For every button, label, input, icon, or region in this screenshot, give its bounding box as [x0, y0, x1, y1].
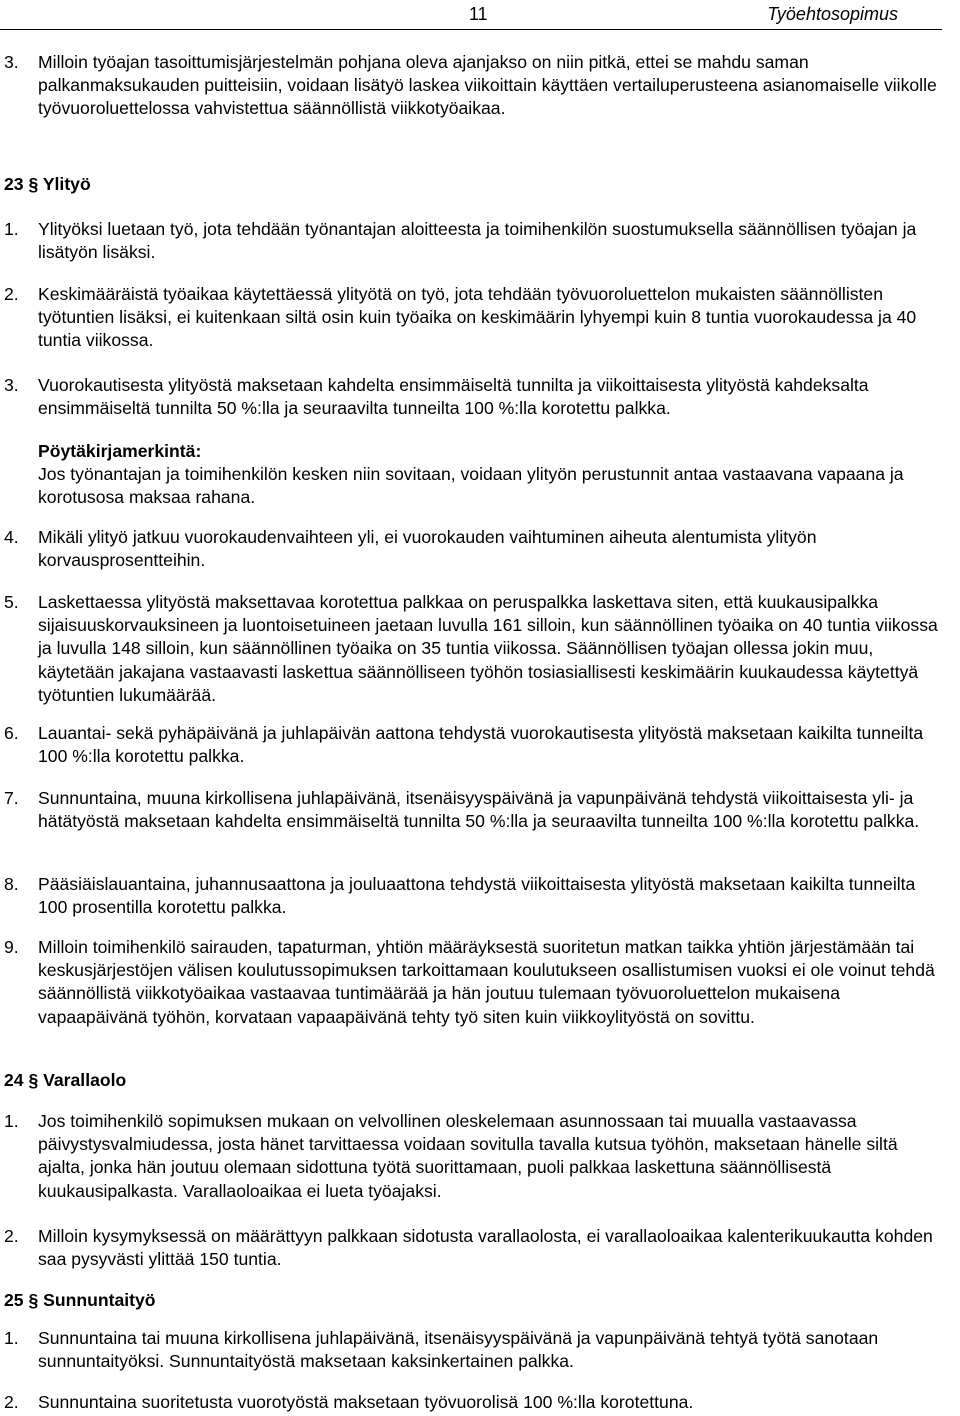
item-number: 5.	[4, 592, 19, 612]
list-item	[0, 283, 948, 353]
section-heading: 25 § Sunnuntaityö	[4, 1290, 156, 1310]
protocol-note-text: Jos työnantajan ja toimihenkilön kesken niin sovitaan, voidaan ylityön perustunnit antaa vastaavana vapaana ja korotusosa maksaa rahana.	[38, 464, 904, 508]
item-number: 8.	[4, 874, 19, 894]
item-text: Jos toimihenkilö sopimuksen mukaan on velvollinen oleskelemaan asunnossaan tai muualla vastaavassa päivystysvalmiudessa, josta hänet tarvittaessa voidaan sovitulla tavalla kutsua työhön, maksetaan hänelle siltä ajalta, jonka hän joutuu olemaan sidottuna työtä suorittamaan, puoli palkkaa laskettuna säännöllisestä kuukausipalkasta. Varallaoloaikaa ei lueta työajaksi.	[38, 1111, 898, 1201]
item-text: Sunnuntaina tai muuna kirkollisena juhlapäivänä, itsenäisyyspäivänä ja vapunpäivänä tehtyä työtä sanotaan sunnuntaityöksi. Sunnuntaityöstä maksetaan kaksinkertainen palkka.	[38, 1328, 879, 1372]
list-item	[0, 936, 948, 1029]
list-item	[0, 526, 948, 572]
item-number: 1.	[4, 1111, 19, 1131]
item-text: Ylityöksi luetaan työ, jota tehdään työnantajan aloitteesta ja toimihenkilön suostumuksella säännöllisen työajan ja lisätyön lisäksi.	[38, 219, 917, 263]
item-number: 7.	[4, 788, 19, 808]
protocol-note-label: Pöytäkirjamerkintä:	[38, 441, 202, 461]
item-number: 4.	[4, 527, 19, 547]
document-title: Työehtosopimus	[767, 4, 898, 24]
list-item	[0, 787, 948, 833]
list-item	[0, 374, 948, 420]
list-item	[0, 1110, 948, 1203]
item-text: Milloin toimihenkilö sairauden, tapaturman, yhtiön määräyksestä suoritetun matkan taikka yhtiön järjestämään tai keskusjärjestöjen välisen koulutussopimuksen tarkoittamaan koulutukseen osallistumisen vuoksi ei ole voinut tehdä säännöllistä viikkotyöaikaa vastaavaa tuntimäärää ja hän joutuu tulemaan työvuoroluettelon mukaisena vapaapäivänä työhön, korvataan vapaapäivänä tehty työ siten kuin viikkoylityöstä on sovittu.	[38, 937, 935, 1027]
page-number: 11	[469, 4, 488, 24]
list-item	[0, 1225, 948, 1271]
header-rule	[0, 29, 942, 30]
item-text: Laskettaessa ylityöstä maksettavaa korotettua palkkaa on peruspalkka laskettava siten, että kuukausipalkka sijaisuuskorvauksineen ja luontoisetuineen jaetaan luvulla 161 silloin, kun säännöllinen työaika on 40 tuntia viikossa ja luvulla 148 silloin, kun säännöllinen työaika on 35 tuntia viikossa. Säännöllisen työajan ollessa jokin muu, käytetään jakajana vastaavasti laskettua säännölliseen työhön tosiasiallisesti keskimäärin kuukaudessa käytettyä työtuntien lukumäärää.	[38, 592, 938, 705]
item-text: Milloin kysymyksessä on määrättyyn palkkaan sidotusta varallaolosta, ei varallaoloaikaa kalenterikuukautta kohden saa pysyvästi ylittää 150 tuntia.	[38, 1226, 933, 1270]
item-text: Vuorokautisesta ylityöstä maksetaan kahdelta ensimmäiseltä tunnilta ja viikoittaisesta ylityöstä kahdeksalta ensimmäiseltä tunnilta 50 %:lla ja seuraavilta tunneilta 100 %:lla korotettu palkka.	[38, 375, 869, 419]
item-number: 3.	[4, 375, 19, 395]
item-text: Sunnuntaina suoritetusta vuorotyöstä maksetaan työvuorolisä 100 %:lla korotettuna.	[38, 1392, 694, 1412]
item-text: Lauantai- sekä pyhäpäivänä ja juhlapäivän aattona tehdystä vuorokautisesta ylityöstä maksetaan kaikilta tunneilta 100 %:lla korotettu palkka.	[38, 723, 924, 767]
item-number: 3.	[4, 52, 19, 72]
item-number: 2.	[4, 284, 19, 304]
item-number: 2.	[4, 1226, 19, 1246]
list-item	[0, 591, 948, 707]
item-text: Pääsiäislauantaina, juhannusaattona ja jouluaattona tehdystä viikoittaisesta ylityöstä maksetaan kaikilta tunneilta 100 prosentilla korotettu palkka.	[38, 874, 916, 918]
item-number: 1.	[4, 219, 19, 239]
section-heading: 24 § Varallaolo	[4, 1070, 127, 1090]
page-header	[0, 0, 960, 30]
list-item	[0, 722, 948, 768]
section-heading: 23 § Ylityö	[4, 174, 91, 194]
list-item	[0, 51, 948, 121]
item-number: 6.	[4, 723, 19, 743]
list-item	[0, 218, 948, 264]
protocol-note	[0, 440, 960, 510]
item-text: Mikäli ylityö jatkuu vuorokaudenvaihteen yli, ei vuorokauden vaihtuminen aiheuta alentumista ylityön korvausprosentteihin.	[38, 527, 817, 571]
list-item	[0, 873, 948, 919]
item-number: 2.	[4, 1392, 19, 1412]
item-number: 9.	[4, 937, 19, 957]
list-item	[0, 1327, 948, 1373]
item-number: 1.	[4, 1328, 19, 1348]
item-text: Keskimääräistä työaikaa käytettäessä ylityötä on työ, jota tehdään työvuoroluettelon mukaisten säännöllisten työtuntien lisäksi, ei kuitenkaan siltä osin kuin työaika on keskimäärin lyhyempi kuin 8 tuntia vuorokaudessa ja 40 tuntia viikossa.	[38, 284, 917, 351]
item-text: Milloin työajan tasoittumisjärjestelmän pohjana oleva ajanjakso on niin pitkä, ettei se mahdu saman palkanmaksukauden puitteisiin, voidaan lisätyö laskea viikoittain käyttäen vertailuperusteena asianomaiselle viikolle työvuoroluettelossa vahvistettua säännöllistä viikkotyöaikaa.	[38, 52, 937, 119]
list-item	[0, 1391, 948, 1414]
item-text: Sunnuntaina, muuna kirkollisena juhlapäivänä, itsenäisyyspäivänä ja vapunpäivänä tehdystä viikoittaisesta yli- ja hätätyöstä maksetaan kahdelta ensimmäiseltä tunnilta 50 %:lla ja seuraavilta tunneilta 100 %:lla korotettu palkka.	[38, 788, 920, 832]
